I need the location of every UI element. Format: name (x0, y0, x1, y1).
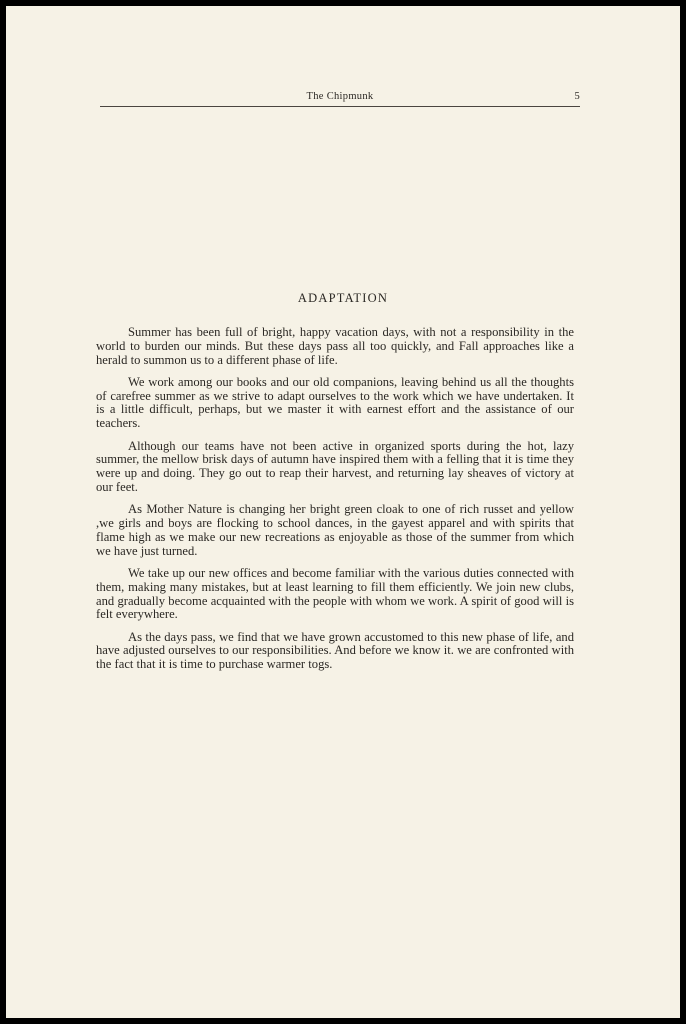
paragraph: As Mother Nature is changing her bright green cloak to one of rich russet and yellow ,we girls and boys are flocking to school dances, in the gayest apparel and with spirits that flame high as we make our new recreations as enjoyable as those of the summer from which we have just turned. (96, 502, 574, 558)
article-body (96, 326, 574, 681)
publication-title: The Chipmunk (306, 91, 374, 102)
paragraph: We work among our books and our old companions, leaving behind us all the thoughts of carefree summer as we strive to adapt ourselves to the work which we have undertaken. It is a little difficult, perhaps, but we master it with earnest effort and the assistance of our teachers. (96, 374, 574, 431)
paragraph: We take up our new offices and become familiar with the various duties connected with them, making many mistakes, but at least learning to fill them efficiently. We join new clubs, and gradually become acquainted with the people with whom we work. A spirit of good will is felt everywhere. (96, 565, 574, 622)
article-title: ADAPTATION (297, 291, 389, 305)
paragraph: As the days pass, we find that we have grown accustomed to this new phase of life, and have adjusted ourselves to our responsibilities. And before we know it. we are confronted with the fact that it is time to purchase warmer togs. (96, 629, 574, 672)
paragraph: Although our teams have not been active in organized sports during the hot, lazy summer, the mellow brisk days of autumn have inspired them with a felling that it is time they were up and doing. They go out to reap their harvest, and returning lay sheaves of victory at our feet. (96, 438, 574, 494)
running-header (100, 90, 580, 107)
page (6, 6, 680, 1018)
paragraph: Summer has been full of bright, happy vacation days, with not a responsibility in the world to burden our minds. But these days pass all too quickly, and Fall approaches like a herald to summon us to a different phase of life. (96, 325, 574, 367)
page-number: 5 (574, 91, 580, 102)
